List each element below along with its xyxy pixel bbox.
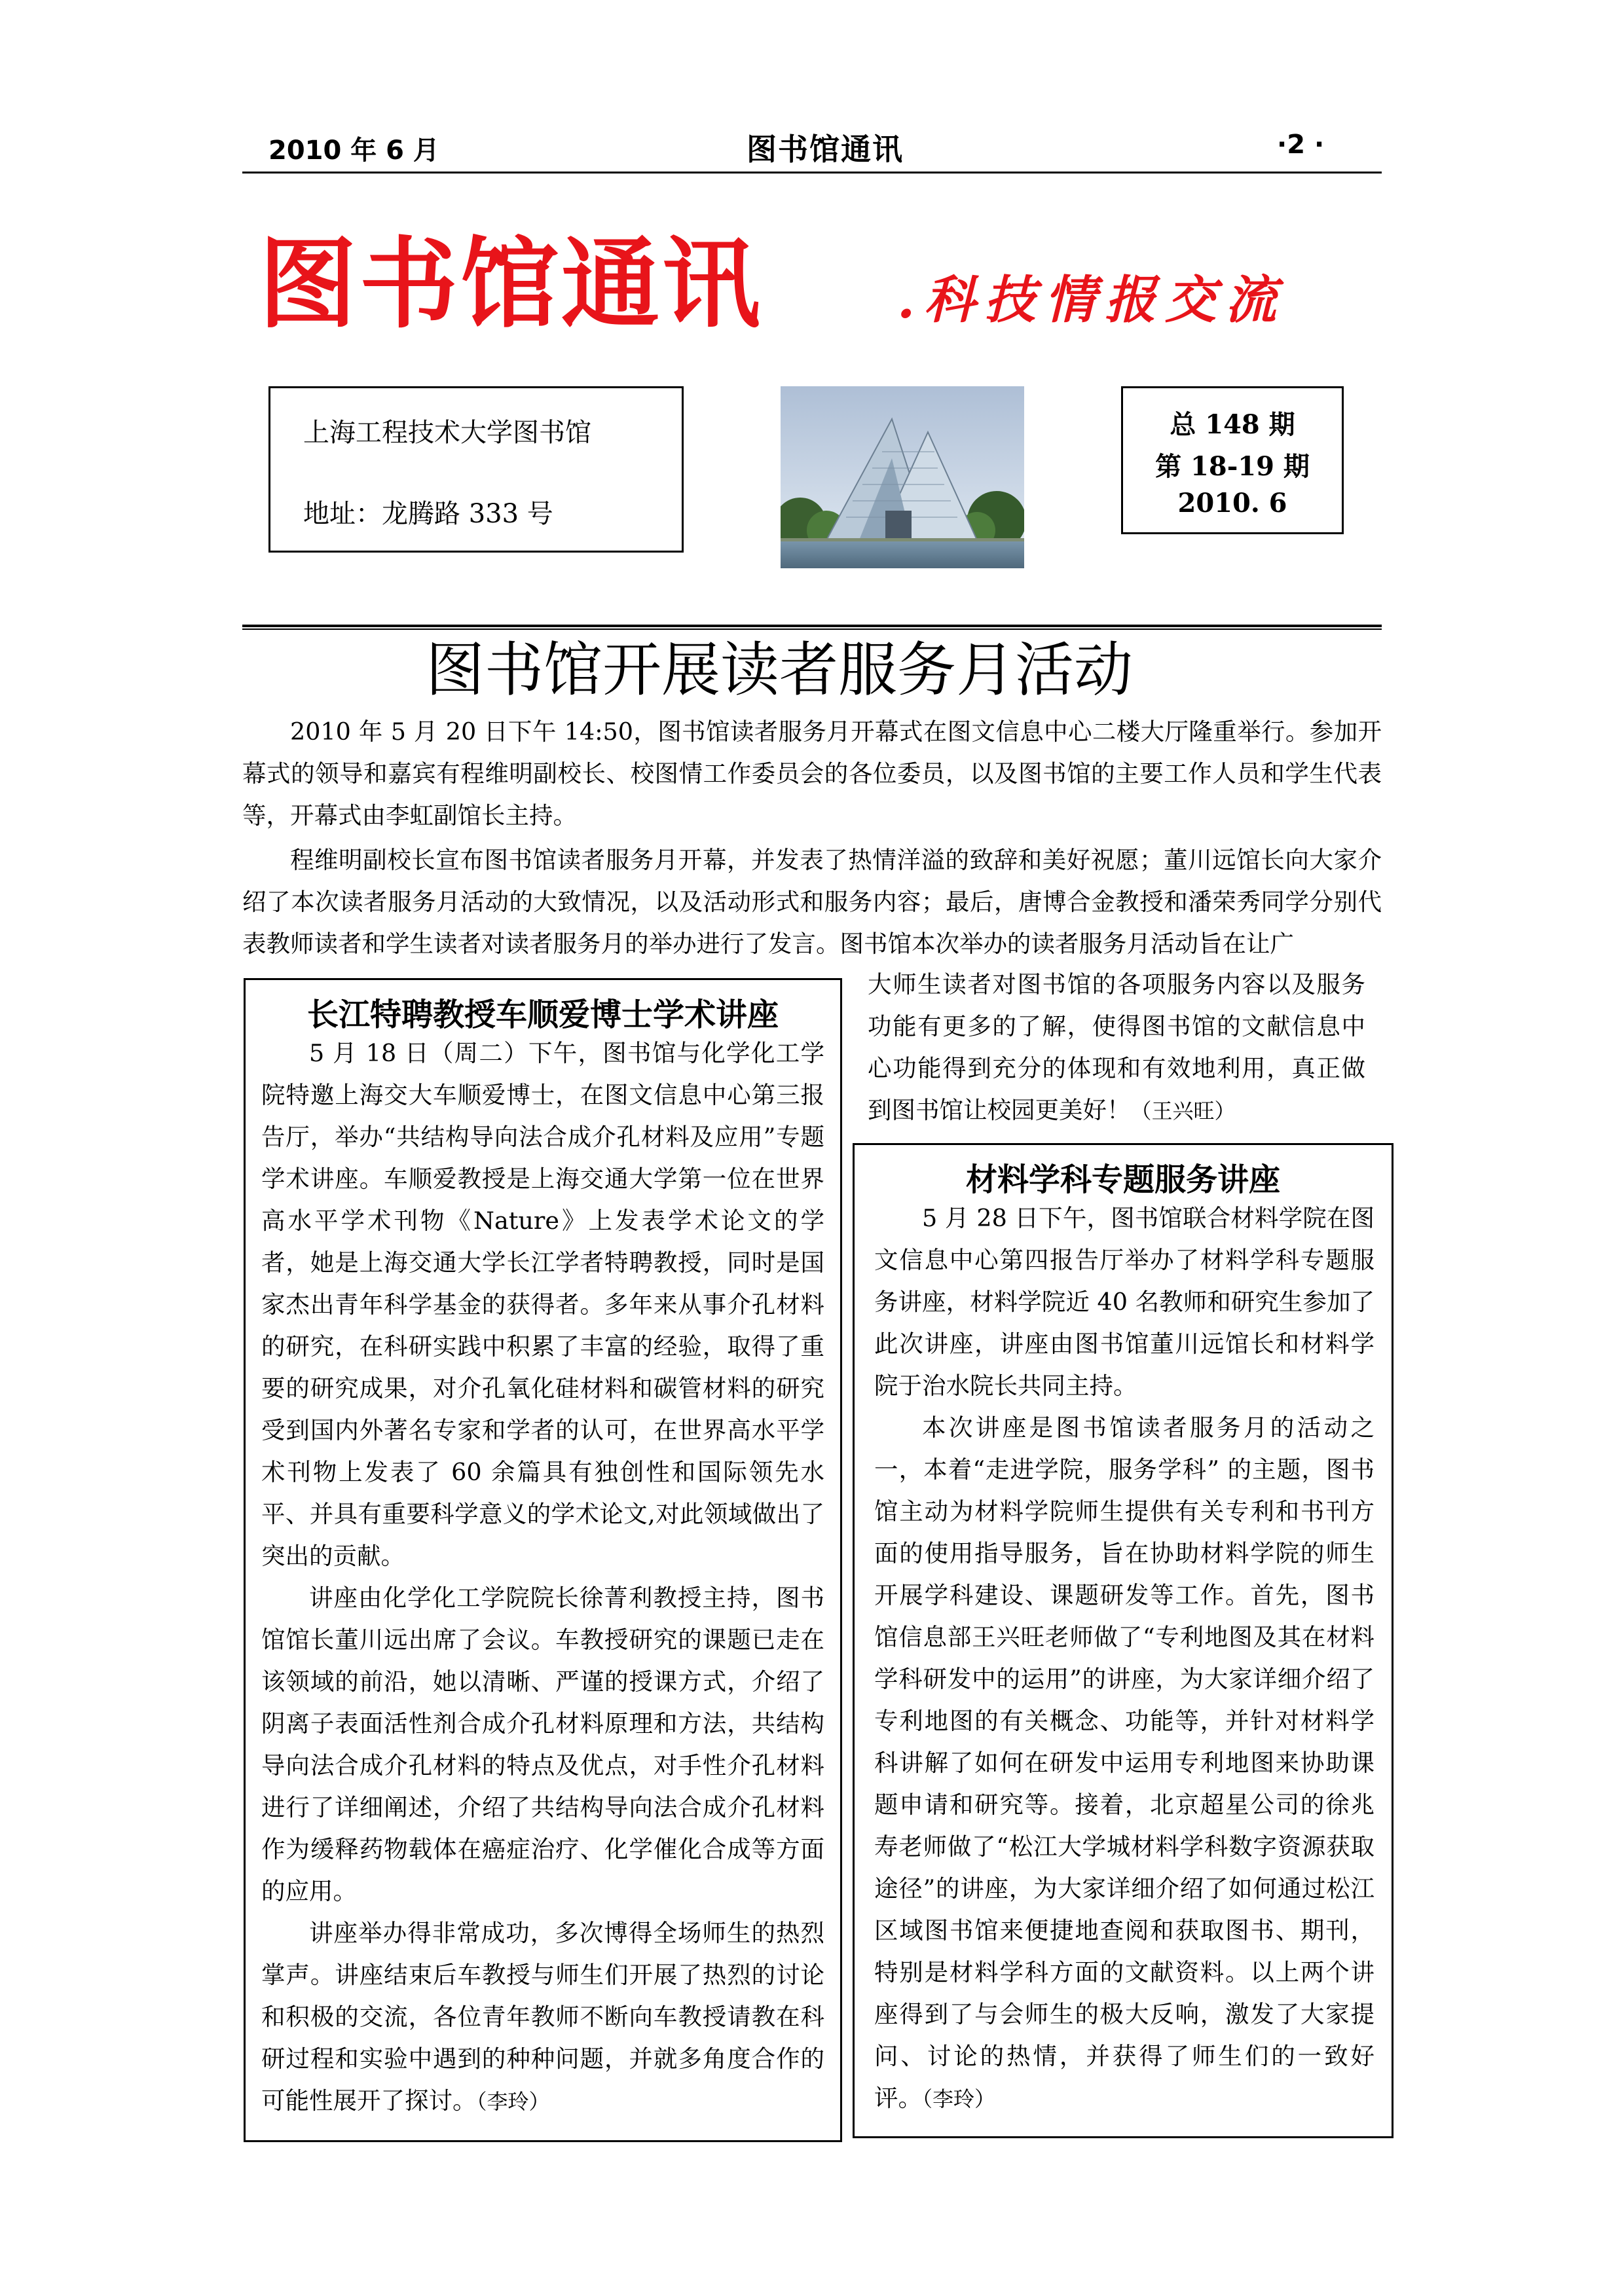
masthead-subtitle: .科技情报交流 xyxy=(897,270,1286,330)
issue-date: 2010. 6 xyxy=(1177,488,1287,519)
article-right-title: 材料学科专题服务讲座 xyxy=(965,1161,1280,1198)
running-header-page-number: ·2 · xyxy=(1277,130,1325,160)
running-header-date: 2010 年 6 月 xyxy=(268,136,439,166)
issue-number: 第 18-19 期 xyxy=(1155,451,1310,482)
article-left-paragraph-3-text: 讲座举办得非常成功，多次博得全场师生的热烈掌声。讲座结束后车教授与师生们开展了热烈的讨论和积极的交流，各位青年教师不断向车教授请教在科研过程和实验中遇到的种种问题，并就多角度合作的可能性展开了探讨。 xyxy=(261,1919,824,2115)
institution-address: 地址：龙腾路 333 号 xyxy=(303,499,553,529)
article-left-paragraph-2: 讲座由化学化工学院院长徐菁利教授主持，图书馆馆长董川远出席了会议。车教授研究的课题已走在该领域的前沿，她以清晰、严谨的授课方式，介绍了阴离子表面活性剂合成介孔材料原理和方法，共结构导向法合成介孔材料的特点及优点，对手性介孔材料进行了详细阐述，介绍了共结构导向法合成介孔材料作为缓释药物载体在癌症治疗、化学催化合成等方面的应用。 xyxy=(261,1584,824,1905)
masthead-double-rule xyxy=(242,625,1382,630)
article-left-paragraph-3 xyxy=(261,1912,824,2123)
institution-name: 上海工程技术大学图书馆 xyxy=(303,418,591,448)
running-header-title: 图书馆通讯 xyxy=(747,132,904,167)
article-box-materials-lecture xyxy=(853,1143,1393,2138)
article-box-lecture-che xyxy=(244,978,842,2142)
article-left-signature: （李玲） xyxy=(476,2089,550,2114)
institution-info-box xyxy=(268,386,684,553)
article-right-paragraph-1: 5 月 28 日下午，图书馆联合材料学院在图文信息中心第四报告厅举办了材料学科专题服务讲座，材料学院近 40 名教师和研究生参加了此次讲座，讲座由图书馆董川远馆长和材料学院于治水院长共同主持。 xyxy=(874,1204,1375,1400)
article-left-paragraph-1: 5 月 18 日（周二）下午，图书馆与化学化工学院特邀上海交大车顺爱博士，在图文信息中心第三报告厅，举办“共结构导向法合成介孔材料及应用”专题学术讲座。车顺爱教授是上海交通大学第一位在世界高水平学术刊物《Nature》上发表学术论文的学者，她是上海交通大学长江学者特聘教授，同时是国家杰出青年科学基金的获得者。多年来从事介孔材料的研究，在科研实践中积累了丰富的经验，取得了重要的研究成果，对介孔氧化硅材料和碳管材料的研究受到国内外著名专家和学者的认可，在世界高水平学术刊物上发表了 60 余篇具有独创性和国际领先水平、并具有重要科学意义的学术论文,对此领域做出了突出的贡献。 xyxy=(261,1039,824,1570)
masthead-title: 图书馆通讯 xyxy=(259,228,764,342)
lead-headline: 图书馆开展读者服务月活动 xyxy=(426,636,1133,704)
lead-paragraph-continuation xyxy=(868,964,1365,1132)
lead-continuation-text: 大师生读者对图书馆的各项服务内容以及服务功能有更多的了解，使得图书馆的文献信息中心功能得到充分的体现和有效地利用，真正做到图书馆让校园更美好！ xyxy=(868,970,1365,1124)
article-right-signature: （李玲） xyxy=(922,2086,996,2111)
total-issue-number: 总 148 期 xyxy=(1170,409,1295,440)
issue-info-box xyxy=(1121,386,1344,534)
library-building-photo xyxy=(781,386,1024,568)
article-right-paragraph-2-text: 本次讲座是图书馆读者服务月的活动之一，本着“走进学院，服务学科” 的主题，图书馆主动为材料学院师生提供有关专利和书刊方面的使用指导服务，旨在协助材料学院的师生开展学科建设、课题研发等工作。首先，图书馆信息部王兴旺老师做了“专利地图及其在材料学科研发中的运用”的讲座，为大家详细介绍了专利地图的有关概念、功能等，并针对材料学科讲解了如何在研发中运用专利地图来协助课题申请和研究等。接着，北京超星公司的徐兆寿老师做了“松江大学城材料学科数字资源获取途径”的讲座，为大家详细介绍了如何通过松江区域图书馆来便捷地查阅和获取图书、期刊，特别是材料学科方面的文献资料。以上两个讲座得到了与会师生的极大反响，激发了大家提问、讨论的热情，并获得了师生们的一致好评。 xyxy=(874,1413,1375,2112)
article-right-paragraph-2 xyxy=(874,1407,1375,2120)
header-rule xyxy=(242,172,1382,173)
lead-paragraph-2: 程维明副校长宣布图书馆读者服务月开幕，并发表了热情洋溢的致辞和美好祝愿；董川远馆长向大家介绍了本次读者服务月活动的大致情况，以及活动形式和服务内容；最后，唐博合金教授和潘荣秀同学分别代表教师读者和学生读者对读者服务月的举办进行了发言。图书馆本次举办的读者服务月活动旨在让广 xyxy=(242,846,1382,958)
article-left-title: 长江特聘教授车顺爱博士学术讲座 xyxy=(306,996,779,1033)
lead-paragraph-1: 2010 年 5 月 20 日下午 14:50，图书馆读者服务月开幕式在图文信息中心二楼大厅隆重举行。参加开幕式的领导和嘉宾有程维明副校长、校图情工作委员会的各位委员，以及图书馆的主要工作人员和学生代表等，开幕式由李虹副馆长主持。 xyxy=(242,718,1382,829)
lead-signature: （王兴旺） xyxy=(1130,1099,1236,1123)
